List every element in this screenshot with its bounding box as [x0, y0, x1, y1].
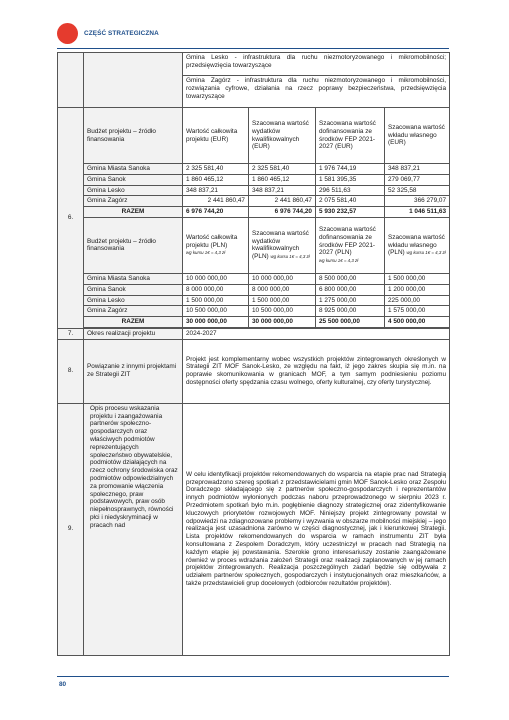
eur-total-cell: 5 930 232,57: [316, 207, 385, 218]
pln-cell: 10 500 000,00: [249, 306, 316, 317]
number-cell: [58, 53, 84, 108]
eur-cell: 52 325,58: [385, 185, 450, 196]
pln-row-name: Gmina Zagórz: [84, 306, 183, 317]
pln-total-cell: 30 000 000,00: [249, 317, 316, 328]
pln-total-cell: 25 500 000,00: [316, 317, 385, 328]
pln-header-total: Wartość całkowita projektu (PLN) wg kursu 1€ = 4,3 zł: [183, 217, 249, 273]
pln-cell: 8 000 000,00: [249, 284, 316, 295]
eur-cell: 2 441 860,47: [183, 196, 249, 207]
eur-cell: 2 075 581,40: [316, 196, 385, 207]
pln-cell: 10 500 000,00: [183, 306, 249, 317]
pln-total-cell: 4 500 000,00: [385, 317, 450, 328]
eur-row-name: Gmina Zagórz: [84, 196, 183, 207]
pln-cell: 225 000,00: [385, 295, 450, 306]
logo-circle-icon: [57, 23, 78, 44]
pln-total-label: RAZEM: [84, 317, 183, 328]
label-cell: [84, 53, 183, 108]
eur-header-eligible: Szacowana wartość wydatków kwalifikowalnych (EUR): [249, 108, 316, 164]
pln-row-name: Gmina Sanok: [84, 284, 183, 295]
pln-cell: 1 575 000,00: [385, 306, 450, 317]
pln-cell: 1 275 000,00: [316, 295, 385, 306]
pln-cell: 10 000 000,00: [183, 273, 249, 284]
section-title: CZĘŚĆ STRATEGICZNA: [84, 29, 159, 37]
footer-divider: [57, 676, 449, 677]
pln-cell: 1 500 000,00: [385, 273, 450, 284]
pln-cell: 1 500 000,00: [183, 295, 249, 306]
eur-cell: 1 976 744,19: [316, 164, 385, 175]
eur-row-name: Gmina Sanok: [84, 174, 183, 185]
table-row: [58, 306, 450, 317]
pln-row-name: Gmina Lesko: [84, 295, 183, 306]
eur-cell: 279 069,77: [385, 174, 450, 185]
process-text: W celu identyfikacji projektów rekomendowanych do wsparcia na etapie prac nad Strategią przeprowadzono szereg spotkań z przedstawicielami gmin MOF Sanok-Lesko oraz Zespołu Doradczego składającego się z partnerów społeczno-gospodarczych i reprezentantów innych podmiotów wyłonionych podczas naboru przeprowadzonego w sierpniu 2023 r. Przedmiotem spotkań było m.in. pogłębienie diagnozy strategicznej oraz zidentyfikowanie kluczowych priorytetów rozwojowych MOF. Niniejszy projekt zintegrowany powstał w odpowiedzi na zdiagnozowane problemy i wyzwania w obszarze mobilności miejskiej – jego realizacja jest uzasadniona zarówno w części diagnostycznej, jak i kierunkowej Strategii. Lista projektów rekomendowanych do wsparcia w ramach instrumentu ZIT była konsultowana z Zespołem Doradczym, który uczestniczył w pracach nad Strategią na każdym etapie jej powstawania. Szerokie grono interesariuszy zostanie zaangażowane również w proces wdrażania założeń Strategii oraz realizacji zaplanowanych w jej ramach projektów zintegrowanych. Realizacja poszczególnych zadań będzie się odbywała z udziałem partnerów społecznych, gospodarczych i instytucjonalnych oraz mieszkańców, a także przedstawicieli grup docelowych (odbiorców rezultatów projektów).: [183, 403, 450, 655]
eur-total-cell: 1 046 511,63: [385, 207, 450, 218]
eur-header-total: Wartość całkowita projektu (EUR): [183, 108, 249, 164]
table-row: [58, 295, 450, 306]
eur-cell: 348 837,21: [385, 164, 450, 175]
total-row: [58, 317, 450, 328]
eur-header-cofinancing: Szacowana wartość dofinansowania ze środków FEP 2021-2027 (EUR): [316, 108, 385, 164]
pln-cell: 1 200 000,00: [385, 284, 450, 295]
row-number: 9.: [58, 403, 84, 655]
pln-header-eligible: Szacowana wartość wydatków kwalifikowalnych (PLN) wg kursu 1€ = 4,3 zł: [249, 217, 316, 273]
table-row: [58, 196, 450, 207]
table-row: [58, 164, 450, 175]
row-number: 6.: [58, 108, 84, 329]
pln-header-own: Szacowana wartość wkładu własnego (PLN) wg kursu 1€ = 4,3 zł: [385, 217, 450, 273]
eur-cell: 2 325 581,40: [249, 164, 316, 175]
budget-label-eur: Budżet projektu – źródło finansowania: [84, 108, 183, 164]
eur-total-label: RAZEM: [84, 207, 183, 218]
eur-cell: 348 837,21: [183, 185, 249, 196]
eur-cell: 1 860 465,12: [249, 174, 316, 185]
pln-cell: 8 000 000,00: [183, 284, 249, 295]
eur-cell: 366 279,07: [385, 196, 450, 207]
eur-cell: 1 860 465,12: [183, 174, 249, 185]
process-label: Opis procesu wskazania projektu i zaangażowania partnerów społeczno-gospodarczych oraz właściwych podmiotów reprezentujących społeczeństwo obywatelskie, podmiotów działających na rzecz ochrony środowiska oraz podmiotów odpowiedzialnych za promowanie włączenia społecznego, praw podstawowych, praw osób niepełnosprawnych, równości płci i niedyskryminacji w pracach nad: [84, 403, 183, 655]
pln-cell: 1 500 000,00: [249, 295, 316, 306]
eur-header-own: Szacowana wartość wkładu własnego (EUR): [385, 108, 450, 164]
eur-cell: 296 511,63: [316, 185, 385, 196]
pln-total-cell: 30 000 000,00: [183, 317, 249, 328]
pln-cell: 6 800 000,00: [316, 284, 385, 295]
eur-cell: 2 441 860,47: [249, 196, 316, 207]
lesko-scope-text: Gmina Lesko - infrastruktura dla ruchu niezmotoryzowanego i mikromobilności; przedsięwzięcia towarzyszące: [183, 53, 450, 76]
eur-total-cell: 6 976 744,20: [183, 207, 249, 218]
eur-cell: 2 325 581,40: [183, 164, 249, 175]
eur-cell: 1 581 395,35: [316, 174, 385, 185]
page-header: [57, 22, 159, 44]
pln-cell: 8 500 000,00: [316, 273, 385, 284]
pln-row-name: Gmina Miasta Sanoka: [84, 273, 183, 284]
zagorz-scope-text: Gmina Zagórz - infrastruktura dla ruchu niezmotoryzowanego i mikromobilności, rozwiązania cyfrowe, działania na rzecz poprawy bezpieczeństwa, przedsięwzięcia towarzyszące: [183, 76, 450, 108]
table-row: [58, 273, 450, 284]
pln-header-cofinancing: Szacowana wartość dofinansowania ze środków FEP 2021-2027 (PLN) wg kursu 1€ = 4,3 zł: [316, 217, 385, 273]
period-label: Okres realizacji projektu: [84, 328, 183, 339]
table-row: [58, 284, 450, 295]
row-number: 7.: [58, 328, 84, 339]
pln-cell: 10 000 000,00: [249, 273, 316, 284]
pln-cell: 8 925 000,00: [316, 306, 385, 317]
table-row: [58, 174, 450, 185]
eur-row-name: Gmina Miasta Sanoka: [84, 164, 183, 175]
eur-total-cell: 6 976 744,20: [249, 207, 316, 218]
eur-cell: 348 837,21: [249, 185, 316, 196]
related-projects-text: Projekt jest komplementarny wobec wszystkich projektów zintegrowanych określonych w Strategii ZIT MOF Sanok-Lesko, ze względu na fakt, iż jego zakres skupia się m.in. na poprawie skomunikowania w granicach MOF, a tym samym podniesieniu poziomu dostępności oferty spędzania czasu wolnego, oferty kulturalnej, czy oferty turystycznej.: [183, 339, 450, 403]
budget-label-pln: Budżet projektu – źródło finansowania: [84, 217, 183, 273]
eur-row-name: Gmina Lesko: [84, 185, 183, 196]
header-divider: [57, 48, 449, 49]
page-number: 80: [59, 681, 67, 688]
total-row: [58, 207, 450, 218]
project-table: [57, 52, 450, 656]
related-projects-label: Powiązanie z innymi projektami ze Strategii ZIT: [84, 339, 183, 403]
table-row: [58, 185, 450, 196]
period-value: 2024-2027: [183, 328, 450, 339]
row-number: 8.: [58, 339, 84, 403]
